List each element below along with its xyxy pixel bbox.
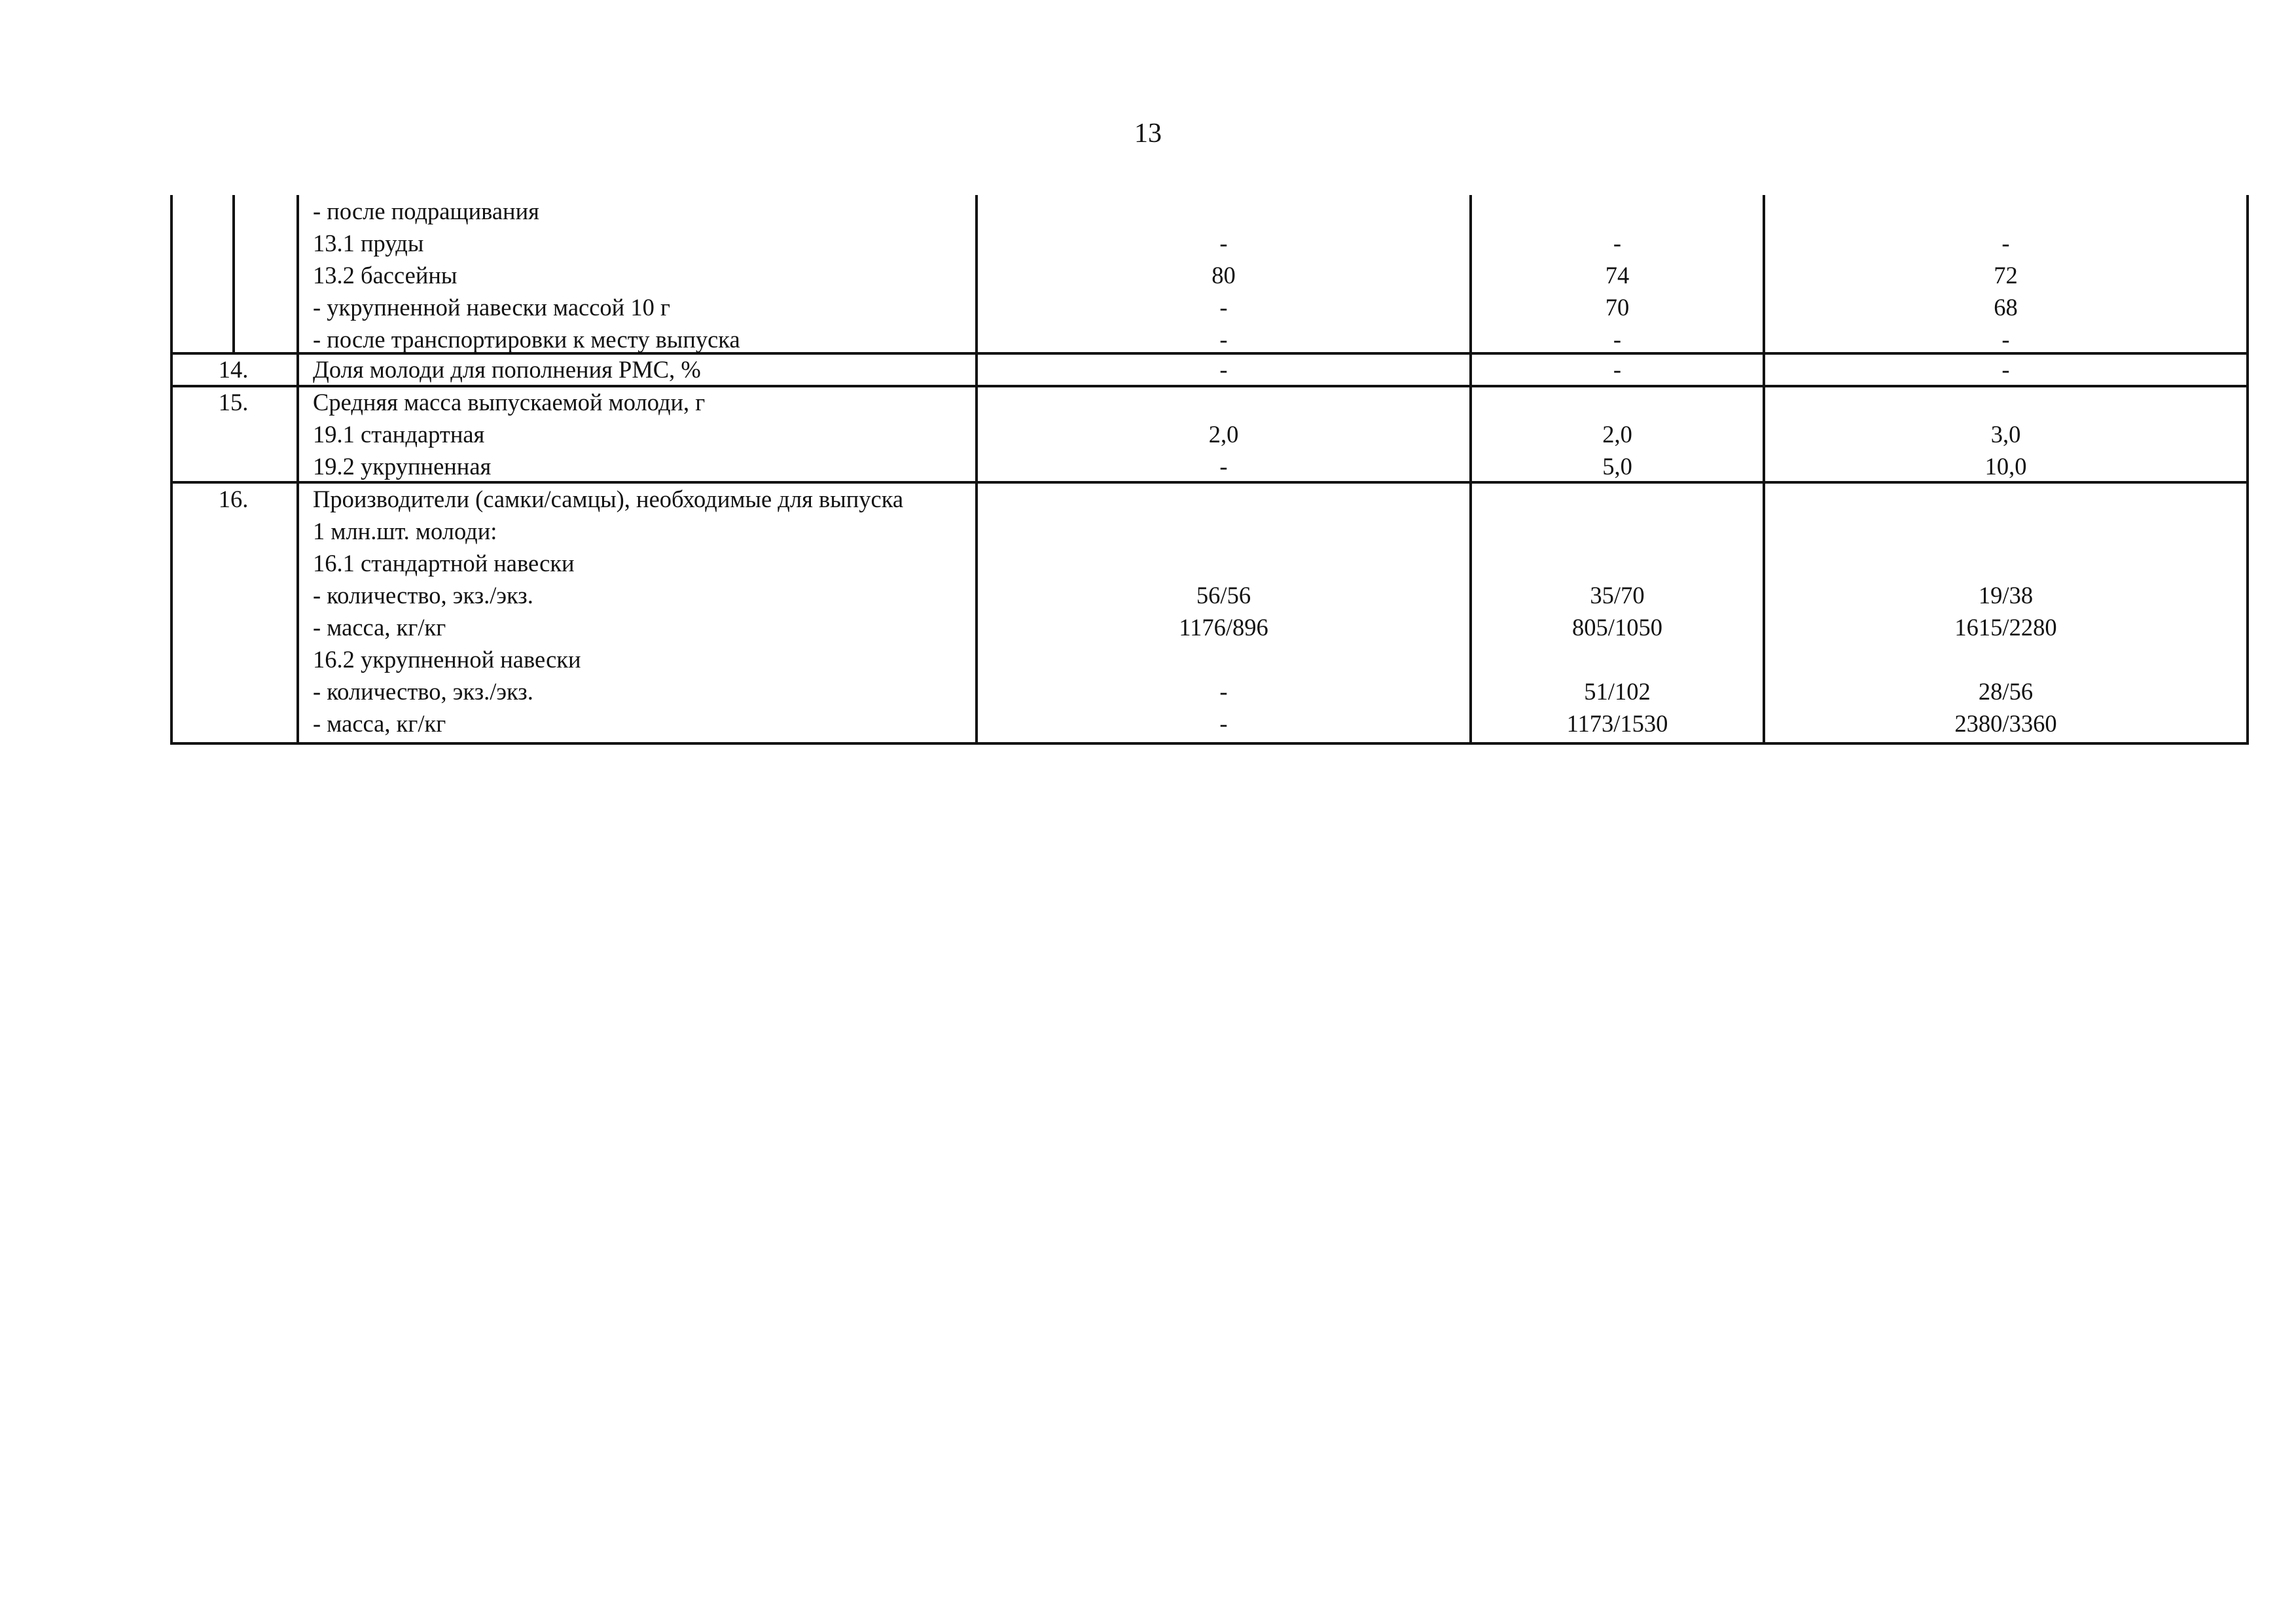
cell-value: [1472, 195, 1763, 227]
cell-value: -: [1219, 678, 1228, 705]
data-table: [170, 195, 2249, 745]
cell-value: [1472, 386, 1763, 418]
row-15-labels: [313, 386, 705, 482]
table-label-border: [296, 195, 299, 745]
cell-value: 68: [1994, 294, 2018, 321]
cell-value: 28/56: [1978, 678, 2034, 705]
row-number: 15.: [218, 389, 249, 416]
cell-value: -: [1219, 710, 1228, 737]
page-number: 13: [1134, 118, 1162, 149]
cell-value: [1765, 643, 2246, 675]
cell-value: 1173/1530: [1566, 710, 1668, 737]
row-16-labels: [313, 483, 903, 740]
cell-value: -: [1613, 356, 1622, 383]
row-label-line: Средняя масса выпускаемой молоди, г: [313, 389, 706, 416]
cell-value: [978, 386, 1469, 418]
cell-value: [1765, 515, 2246, 547]
cell-value: 1176/896: [1179, 614, 1268, 641]
row-13-col2: [1472, 195, 1763, 355]
row-label-line: - укрупненной навески массой 10 г: [313, 294, 670, 321]
cell-value: 56/56: [1196, 582, 1251, 609]
row-label-line: Доля молоди для пополнения РМС, %: [313, 356, 701, 383]
row-label-line: 16.1 стандартной навески: [313, 550, 575, 577]
row-13-labels: [313, 195, 740, 355]
cell-value: -: [1219, 294, 1228, 321]
cell-value: [1472, 547, 1763, 579]
cell-value: 2380/3360: [1954, 710, 2057, 737]
cell-value: -: [1613, 326, 1622, 353]
cell-value: [1472, 643, 1763, 675]
row-label-line: 19.1 стандартная: [313, 421, 485, 448]
cell-value: [1765, 195, 2246, 227]
cell-value: -: [1219, 230, 1228, 257]
row-16-col3: [1765, 483, 2246, 740]
cell-value: [978, 195, 1469, 227]
table-bottom-border: [170, 742, 2249, 745]
cell-value: 74: [1605, 262, 1630, 289]
cell-value: [978, 483, 1469, 515]
row-label-line: - количество, экз./экз.: [313, 678, 533, 705]
row-label-line: - после подращивания: [313, 198, 539, 224]
row-label-line: - масса, кг/кг: [313, 710, 446, 737]
cell-value: 70: [1605, 294, 1630, 321]
row-label-line: - масса, кг/кг: [313, 614, 446, 641]
row-label-line: 13.2 бассейны: [313, 262, 457, 289]
row-16-col2: [1472, 483, 1763, 740]
cell-value: -: [2001, 326, 2010, 353]
table-right-border: [2246, 195, 2249, 745]
cell-value: [978, 515, 1469, 547]
cell-value: 10,0: [1984, 453, 2027, 480]
row-16-number: [170, 483, 296, 515]
row-13-col1: [978, 195, 1469, 355]
cell-value: 51/102: [1584, 678, 1651, 705]
row-14-col3: [1765, 353, 2246, 385]
cell-value: 2,0: [1208, 421, 1239, 448]
cell-value: 80: [1211, 262, 1236, 289]
cell-value: -: [2001, 356, 2010, 383]
cell-value: 5,0: [1602, 453, 1632, 480]
cell-value: 3,0: [1990, 421, 2021, 448]
row-15-col1: [978, 386, 1469, 482]
row-label-line: 13.1 пруды: [313, 230, 424, 257]
cell-value: [978, 547, 1469, 579]
cell-value: -: [1219, 453, 1228, 480]
cell-value: [978, 643, 1469, 675]
row-label-line: 1 млн.шт. молоди:: [313, 518, 497, 544]
row-number: 14.: [218, 356, 249, 383]
cell-value: [1765, 483, 2246, 515]
row-14-labels: [313, 353, 701, 385]
table-subcol-border: [232, 195, 235, 352]
row-number: 16.: [218, 486, 249, 512]
cell-value: [1765, 547, 2246, 579]
row-label-line: - после транспортировки к месту выпуска: [313, 326, 740, 353]
cell-value: -: [1219, 326, 1228, 353]
cell-value: 805/1050: [1572, 614, 1662, 641]
cell-value: -: [1613, 230, 1622, 257]
cell-value: -: [2001, 230, 2010, 257]
table-left-border: [170, 195, 173, 745]
cell-value: 19/38: [1978, 582, 2034, 609]
row-15-number: [170, 386, 296, 418]
row-14-col2: [1472, 353, 1763, 385]
row-15-col2: [1472, 386, 1763, 482]
cell-value: 2,0: [1602, 421, 1632, 448]
row-label-line: Производители (самки/самцы), необходимые для выпуска: [313, 486, 904, 512]
cell-value: 35/70: [1590, 582, 1645, 609]
row-label-line: 16.2 укрупненной навески: [313, 646, 581, 673]
row-13-col3: [1765, 195, 2246, 355]
row-14-number: [170, 353, 296, 385]
cell-value: -: [1219, 356, 1228, 383]
row-label-line: 19.2 укрупненная: [313, 453, 492, 480]
row-16-col1: [978, 483, 1469, 740]
cell-value: [1472, 483, 1763, 515]
cell-value: 1615/2280: [1954, 614, 2057, 641]
cell-value: [1472, 515, 1763, 547]
cell-value: 72: [1994, 262, 2018, 289]
cell-value: [1765, 386, 2246, 418]
row-15-col3: [1765, 386, 2246, 482]
row-14-col1: [978, 353, 1469, 385]
row-label-line: - количество, экз./экз.: [313, 582, 533, 609]
